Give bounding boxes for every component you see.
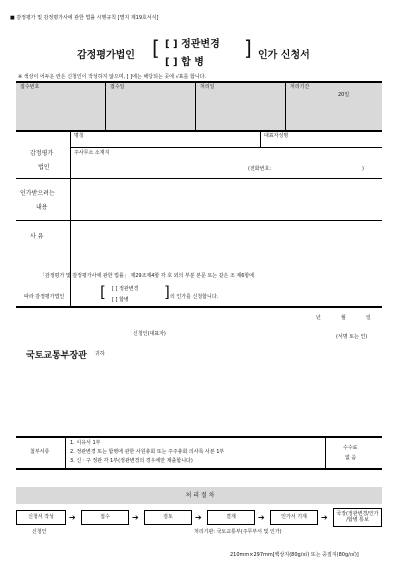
phone-close: ) — [362, 166, 364, 172]
form-reference: ■ 감정평가 및 감정평가사에 관한 법률 시행규칙 [별지 제19호서식] — [10, 15, 159, 21]
arrow-right-icon: ➔ — [321, 513, 328, 522]
title-suffix: 인가 신청서 — [258, 50, 310, 61]
arrow-right-icon: ➔ — [258, 513, 265, 522]
declaration-line2-suffix: 의 인가를 신청합니다. — [170, 294, 219, 300]
corp-section-label-1: 감정평가 — [30, 150, 54, 157]
process-step: 접수 — [81, 510, 129, 525]
applicant-label: 신청인(대표자) — [133, 331, 166, 337]
attachment-item: 2. 정관변경 또는 합병에 관한 사원총회 또는 주주총회 의사록 사본 1부 — [70, 449, 225, 455]
process-period-value: 20일 — [338, 92, 350, 98]
fee-value: 없 음 — [345, 455, 357, 461]
representative-name-label: 대표자성명 — [264, 133, 289, 139]
receipt-row — [16, 82, 382, 130]
title-left-bracket: [ — [152, 36, 160, 60]
declaration-line1: 「감정평가 및 감정평가사에 관한 법률」 제29조제4항 각 호 외의 부분 본문 또는 같은 조 제6항에 — [40, 273, 255, 279]
process-step: 인가서 기재 — [270, 510, 318, 525]
attachments-label: 첨부서류 — [30, 449, 50, 455]
receipt-date-label: 접수일 — [110, 84, 125, 90]
process-date-label: 처리일 — [200, 84, 215, 90]
title-option-articles: [ ] 정관변경 — [165, 39, 220, 50]
receipt-number-label: 접수번호 — [20, 84, 40, 90]
arrow-right-icon: ➔ — [195, 513, 202, 522]
process-step: 신청서 작성 — [16, 510, 66, 525]
attachment-item: 3. 신ㆍ구 정관 각 1부(정관변경의 경우에만 제출합니다) — [70, 458, 193, 464]
process-period-label: 처리기간 — [290, 84, 310, 90]
declaration-right-bracket: ] — [164, 283, 170, 301]
title-right-bracket: ] — [244, 36, 252, 60]
declaration-option-merger: [ ] 합병 — [112, 297, 129, 303]
content-label-1: 인가받으려는 — [20, 190, 55, 197]
process-applicant-caption: 신청인 — [32, 529, 47, 535]
fee-label: 수수료 — [343, 445, 358, 451]
addressee-suffix: 귀하 — [95, 351, 105, 357]
corp-name-label: 명칭 — [74, 133, 84, 139]
office-address-label: 주사무소 소재지 — [74, 150, 110, 156]
arrow-right-icon: ➔ — [69, 513, 76, 522]
process-step: 결재 — [207, 510, 255, 525]
process-header: 처 리 절 차 — [185, 492, 215, 499]
process-agency-caption: 처리기관: 국토교통부(주무부서 및 인가) — [194, 529, 282, 535]
reason-label: 사 유 — [30, 233, 44, 240]
addressee-name: 국토교통부장관 — [26, 351, 87, 361]
title-prefix: 감정평가법인 — [77, 50, 135, 61]
declaration-line2-prefix: 따라 감정평가법인 — [24, 294, 65, 300]
corp-section-label-2: 법인 — [38, 164, 50, 171]
paper-spec-footer: 210mm×297mm[백상지(80g/㎡) 또는 중질지(80g/㎡)] — [230, 552, 359, 558]
process-step: 검토 — [144, 510, 192, 525]
title-option-merger: [ ] 합 병 — [165, 57, 204, 68]
notice-text: ※ 색상이 어두운 란은 신청인이 작성하지 않으며, [ ]에는 해당되는 곳에 √표를 합니다. — [18, 74, 207, 80]
arrow-right-icon: ➔ — [132, 513, 139, 522]
declaration-left-bracket: [ — [100, 283, 106, 301]
date-year: 년 — [316, 315, 321, 321]
attachment-item: 1. 이유서 1부 — [70, 440, 101, 446]
date-day: 일 — [366, 315, 371, 321]
process-step: 국장(정관변경/인가 /합병 통보 — [333, 508, 382, 527]
content-label-2: 내용 — [36, 204, 48, 211]
declaration-option-articles: [ ] 정관변경 — [112, 286, 139, 292]
date-month: 월 — [341, 315, 346, 321]
applicant-sign-note: (서명 또는 인) — [336, 334, 368, 340]
phone-label: (전화번호: — [248, 166, 271, 172]
